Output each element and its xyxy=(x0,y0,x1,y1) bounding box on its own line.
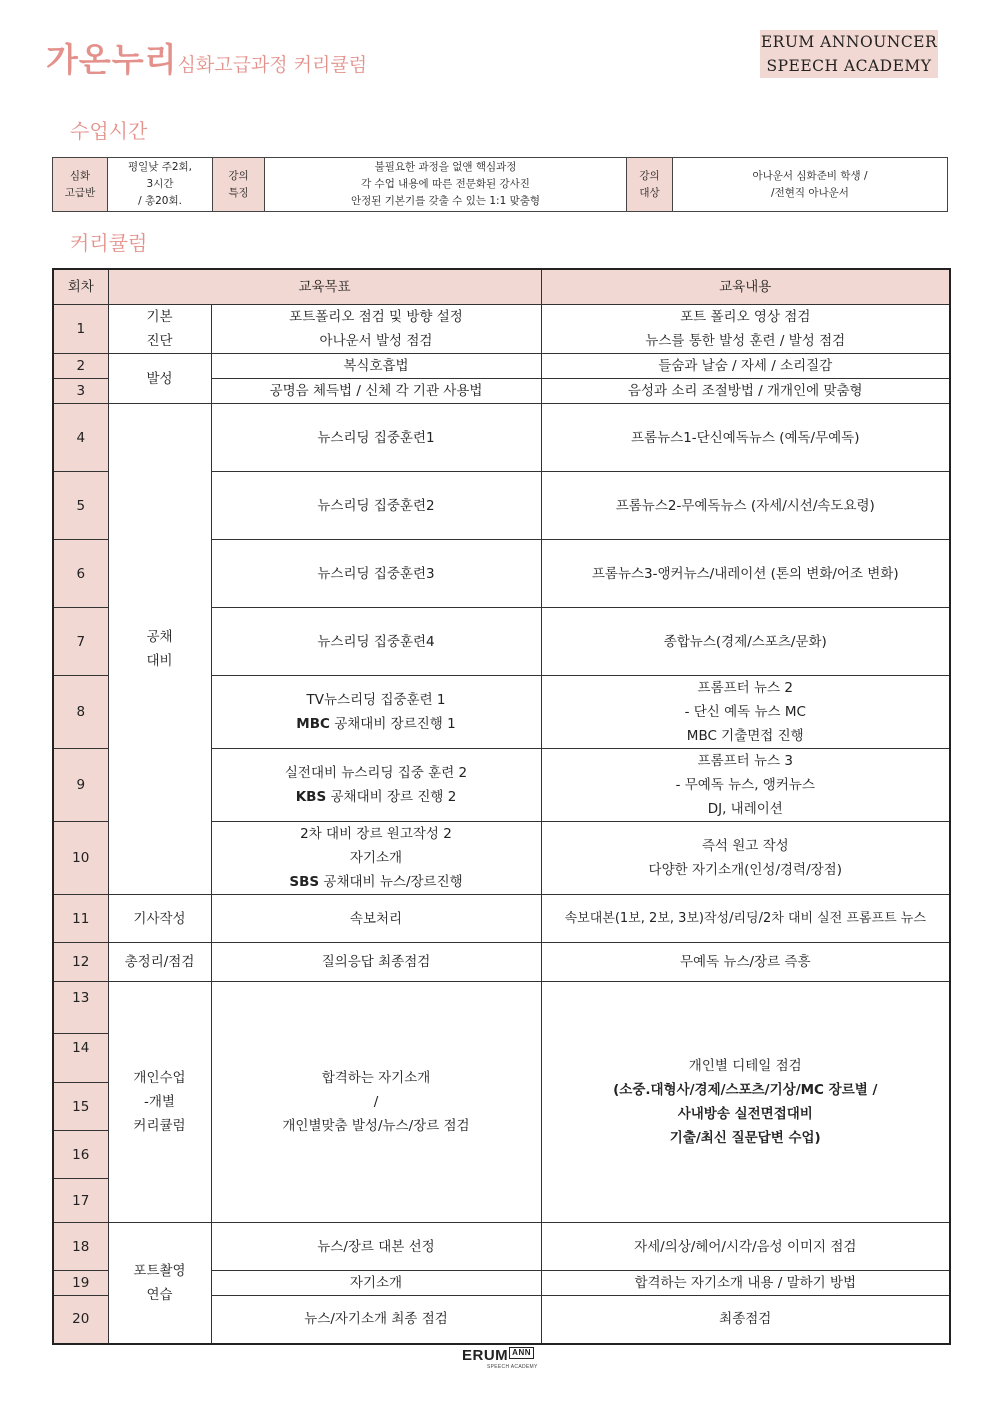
goal-cell: 뉴스/장르 대본 선정 xyxy=(211,1223,541,1271)
session-number: 15 xyxy=(53,1083,108,1131)
goal-cell: 합격하는 자기소개 / 개인별맞춤 발성/뉴스/장르 점검 xyxy=(211,982,541,1223)
goal-cell: 뉴스리딩 집중훈련4 xyxy=(211,608,541,676)
curriculum-table xyxy=(52,268,951,1345)
course-label: 심화 고급반 xyxy=(53,158,108,212)
goal-cell: 복식호흡법 xyxy=(211,354,541,379)
session-number: 17 xyxy=(53,1179,108,1223)
category-cell: 총정리/점검 xyxy=(108,943,211,982)
session-number: 16 xyxy=(53,1131,108,1179)
session-number: 5 xyxy=(53,472,108,540)
content-cell: 합격하는 자기소개 내용 / 말하기 방법 xyxy=(541,1271,950,1296)
category-cell: 공채 대비 xyxy=(108,404,211,895)
goal-cell: 뉴스/자기소개 최종 점검 xyxy=(211,1296,541,1344)
category-cell: 포트촬영 연습 xyxy=(108,1223,211,1344)
session-number: 2 xyxy=(53,354,108,379)
header-content: 교육내용 xyxy=(541,269,950,305)
session-number: 3 xyxy=(53,379,108,404)
goal-cell: 뉴스리딩 집중훈련1 xyxy=(211,404,541,472)
schedule-cell: 평일낮 주2회, 3시간 / 총20회. xyxy=(108,158,213,212)
page-title xyxy=(46,34,367,81)
goal-cell: 실전대비 뉴스리딩 집중 훈련 2 KBS 공채대비 장르 진행 2 xyxy=(211,749,541,822)
table-row xyxy=(53,1223,950,1271)
content-cell: 프롬뉴스1-단신예독뉴스 (예독/무예독) xyxy=(541,404,950,472)
table-row xyxy=(53,404,950,472)
content-cell: 프롬프터 뉴스 3 - 무예독 뉴스, 앵커뉴스 DJ, 내레이션 xyxy=(541,749,950,822)
brand-box xyxy=(760,30,938,78)
brand-line-1: ERUM ANNOUNCER xyxy=(760,33,938,51)
goal-cell: 2차 대비 장르 원고작성 2 자기소개 SBS 공채대비 뉴스/장르진행 xyxy=(211,822,541,895)
content-cell: 최종점검 xyxy=(541,1296,950,1344)
session-number: 1 xyxy=(53,305,108,354)
section-heading-class-time: 수업시간 xyxy=(70,119,148,143)
table-row xyxy=(53,982,950,1034)
class-time-table xyxy=(52,157,948,212)
header-session: 회차 xyxy=(53,269,108,305)
table-row xyxy=(53,895,950,943)
content-cell: 속보대본(1보, 2보, 3보)작성/리딩/2차 대비 실전 프롬프트 뉴스 xyxy=(541,895,950,943)
table-row xyxy=(53,305,950,354)
session-number: 6 xyxy=(53,540,108,608)
session-number: 7 xyxy=(53,608,108,676)
goal-cell: 뉴스리딩 집중훈련2 xyxy=(211,472,541,540)
brand-line-2: SPEECH ACADEMY xyxy=(766,57,932,75)
content-cell: 프롬뉴스3-앵커뉴스/내레이션 (톤의 변화/어조 변화) xyxy=(541,540,950,608)
content-cell: 음성과 소리 조절방법 / 개개인에 맞춤형 xyxy=(541,379,950,404)
session-number: 20 xyxy=(53,1296,108,1344)
session-number: 4 xyxy=(53,404,108,472)
session-number: 19 xyxy=(53,1271,108,1296)
table-row xyxy=(53,354,950,379)
feature-label: 강의 특징 xyxy=(213,158,265,212)
header-goal: 교육목표 xyxy=(108,269,541,305)
content-cell: 개인별 디테일 점검 (소중.대형사/경제/스포츠/기상/MC 장르별 / 사내방송 실전면접대비 기출/최신 질문답변 수업) xyxy=(541,982,950,1223)
footer-logo: ERUM ANN xyxy=(462,1347,534,1364)
content-cell: 프롬뉴스2-무예독뉴스 (자세/시선/속도요령) xyxy=(541,472,950,540)
session-number: 14 xyxy=(53,1034,108,1083)
goal-cell: 포트폴리오 점검 및 방향 설정 아나운서 발성 점검 xyxy=(211,305,541,354)
session-number: 13 xyxy=(53,982,108,1034)
goal-cell: 자기소개 xyxy=(211,1271,541,1296)
session-number: 10 xyxy=(53,822,108,895)
session-number: 9 xyxy=(53,749,108,822)
category-cell: 발성 xyxy=(108,354,211,404)
session-number: 8 xyxy=(53,676,108,749)
goal-cell: 공명음 체득법 / 신체 각 기관 사용법 xyxy=(211,379,541,404)
section-heading-curriculum: 커리큘럼 xyxy=(70,231,148,255)
target-cell: 아나운서 심화준비 학생 / /전현직 아나운서 xyxy=(673,158,948,212)
category-cell: 기본 진단 xyxy=(108,305,211,354)
title-main: 가온누리 xyxy=(46,40,178,79)
session-number: 12 xyxy=(53,943,108,982)
session-number: 18 xyxy=(53,1223,108,1271)
goal-cell: 뉴스리딩 집중훈련3 xyxy=(211,540,541,608)
goal-cell: 질의응답 최종점검 xyxy=(211,943,541,982)
content-cell: 들숨과 날숨 / 자세 / 소리질감 xyxy=(541,354,950,379)
goal-cell: TV뉴스리딩 집중훈련 1 MBC 공채대비 장르진행 1 xyxy=(211,676,541,749)
content-cell: 포트 폴리오 영상 점검 뉴스를 통한 발성 훈련 / 발성 점검 xyxy=(541,305,950,354)
footer-logo-sub: SPEECH ACADEMY xyxy=(487,1364,538,1370)
title-sub: 심화고급과정 커리큘럼 xyxy=(177,54,368,76)
feature-cell: 불필요한 과정을 없앤 핵심과정 각 수업 내용에 따른 전문화된 강사진 안정된 기본기를 갖출 수 있는 1:1 맞춤형 xyxy=(265,158,627,212)
category-cell: 기사작성 xyxy=(108,895,211,943)
goal-cell: 속보처리 xyxy=(211,895,541,943)
curriculum-header-row xyxy=(53,269,950,305)
content-cell: 즉석 원고 작성 다양한 자기소개(인성/경력/장점) xyxy=(541,822,950,895)
content-cell: 종합뉴스(경제/스포츠/문화) xyxy=(541,608,950,676)
session-number: 11 xyxy=(53,895,108,943)
target-label: 강의 대상 xyxy=(627,158,673,212)
content-cell: 무예독 뉴스/장르 즉흥 xyxy=(541,943,950,982)
table-row xyxy=(53,943,950,982)
category-cell: 개인수업 -개별 커리큘럼 xyxy=(108,982,211,1223)
content-cell: 프롬프터 뉴스 2 - 단신 예독 뉴스 MC MBC 기출면접 진행 xyxy=(541,676,950,749)
content-cell: 자세/의상/헤어/시각/음성 이미지 점검 xyxy=(541,1223,950,1271)
